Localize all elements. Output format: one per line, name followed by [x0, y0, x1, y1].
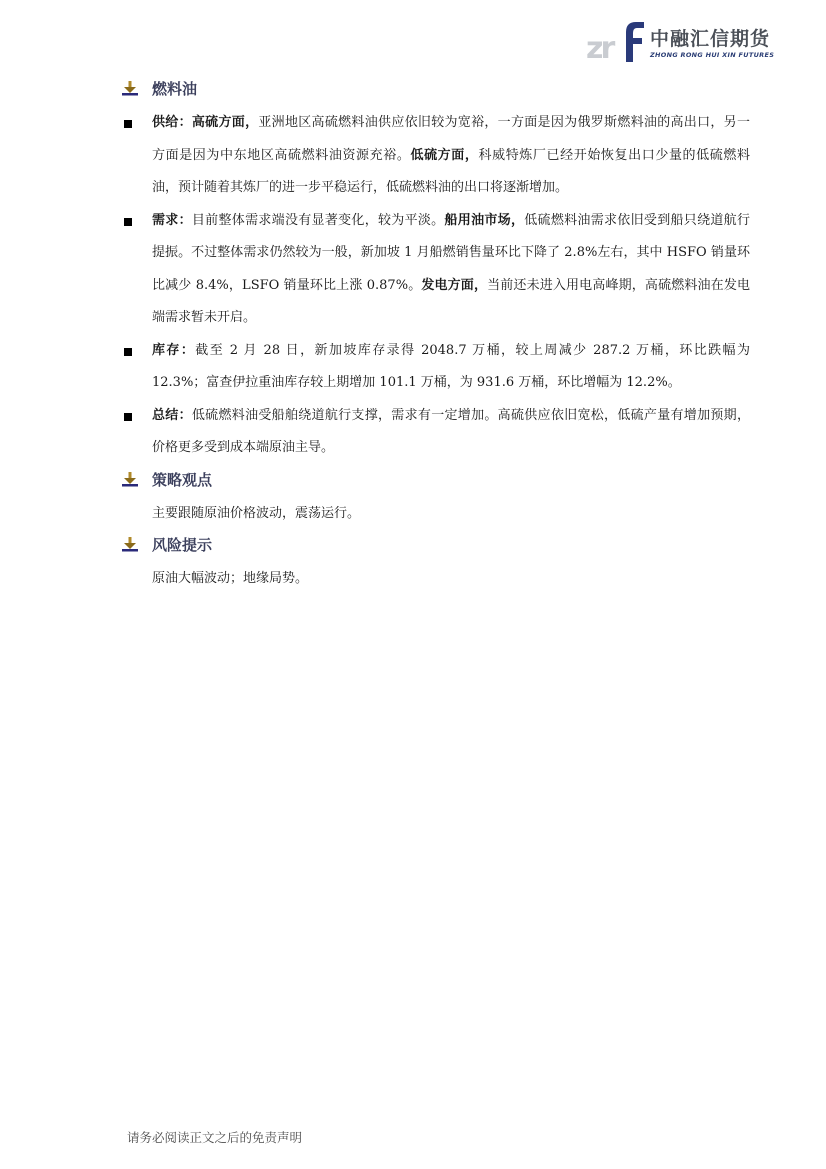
bullet-text: 低硫燃料油需求依旧受到船只绕道航行提振。不过整体需求仍然较为一般，新加坡 1 月船燃销售量环比下降了 2.8%左右，其中 HSFO 销量环比减少 8.4%，LSFO 销量环比上涨 0.87%。: [152, 212, 750, 293]
bullet-sublabel: 船用油市场，: [444, 212, 525, 228]
company-logo: [586, 18, 776, 62]
bullet-label: 供给：: [152, 115, 192, 130]
footer-disclaimer: 请务必阅读正文之后的免责声明: [127, 1130, 303, 1145]
bullet-text: 截至 2 月 28 日，新加坡库存录得 2048.7 万桶，较上周减少 287.2 万桶，环比跌幅为 12.3%；富查伊拉重油库存较上期增加 101.1 万桶，为 931.6 万桶，环比增幅为 12.2%。: [152, 342, 750, 390]
bullet-label: 需求：: [152, 212, 192, 228]
bullet-square-icon: [124, 413, 132, 421]
arrow-icon: [122, 81, 138, 97]
section-title: 策略观点: [152, 470, 213, 489]
section-strategy: [120, 466, 750, 498]
bullet-sublabel: 低硫方面，: [410, 147, 479, 163]
logo-english-name: ZHONG RONG HUI XIN FUTURES: [650, 51, 775, 59]
bullet-square-icon: [124, 348, 132, 356]
bullet-sublabel: 高硫方面，: [191, 115, 259, 130]
bullet-square-icon: [124, 120, 132, 128]
section-title: 风险提示: [152, 536, 213, 554]
bullet-text: 低硫燃料油受船舶绕道航行支撑，需求有一定增加。高硫供应依旧宽松，低硫产量有增加预期，价格更多受到成本端原油主导。: [152, 407, 750, 455]
logo-chinese-name: 中融汇信期货: [650, 28, 771, 50]
section-fuel-oil: [120, 75, 750, 107]
bullet-summary: [120, 400, 750, 465]
bullet-text: 科威特炼厂已经开始恢复出口少量的低硫燃料油，预计随着其炼厂的进一步平稳运行，低硫燃料油的出口将逐渐增加。: [152, 147, 750, 195]
section-risk: [120, 531, 750, 563]
bullet-inventory: [120, 335, 750, 400]
arrow-icon: [122, 537, 138, 553]
bullet-square-icon: [124, 218, 132, 226]
bullet-supply: [120, 107, 750, 205]
svg-text:zr: zr: [586, 31, 613, 62]
bullet-label: 总结：: [152, 407, 192, 423]
bullet-sublabel: 发电方面，: [421, 277, 488, 293]
zrf-logo-mark-icon: [586, 18, 648, 62]
report-body: [120, 74, 750, 596]
bullet-label: 库存：: [152, 342, 196, 358]
bullet-text: 目前整体需求端没有显著变化，较为平淡。: [191, 212, 445, 228]
bullet-text: 亚洲地区高硫燃料油供应依旧较为宽裕，一方面是因为俄罗斯燃料油的高出口，另一方面是因为中东地区高硫燃料油资源充裕。: [152, 115, 750, 163]
arrow-icon: [122, 472, 138, 488]
section-title: 燃料油: [152, 80, 198, 98]
strategy-text: 主要跟随原油价格波动，震荡运行。: [152, 505, 361, 521]
bullet-demand: [120, 205, 750, 335]
bullet-text: 当前还未进入用电高峰期，高硫燃料油在发电端需求暂未开启。: [152, 277, 750, 325]
risk-text: 原油大幅波动；地缘局势。: [152, 571, 309, 586]
